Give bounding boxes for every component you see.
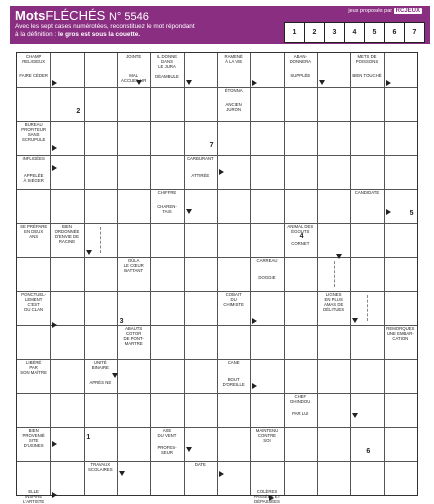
clue-cell: MAINTENU CONTRE SOI [255,428,279,443]
arrow-down-icon [336,254,342,259]
clue-cell: SE PRÉPARE EN DEUX ANS [20,224,48,239]
numbered-cell[interactable]: 1 [86,434,91,441]
clue-cell: DATE [194,462,206,467]
numbered-cell[interactable]: 6 [366,447,371,455]
arrow-right-icon [219,471,224,477]
clue-cell: BOUT D'OREILLE [222,377,245,387]
arrow-down-icon [352,318,358,323]
clue-cell: CARREAU [256,258,278,263]
clue-cell: ATTIRÉE [191,173,210,178]
arrow-right-icon [52,492,57,498]
clue-cell: METS DE POISSONS [355,54,379,64]
grid-line [50,53,51,495]
dashed-separator [367,295,368,321]
clue-cell: BIEN TOUCHÉ [352,72,382,78]
grid-line [117,53,118,495]
clue-cell: SUPPLÉE [290,72,311,78]
grid-line [217,53,218,495]
dashed-separator [100,227,101,253]
clue-cell: DOGGIE [258,275,276,280]
answer-slots [285,22,425,43]
clue-cell: BUREAU PROFITEUR SANS SCRUPULE [21,122,47,142]
grid-line [17,461,417,462]
arrow-right-icon [52,165,57,171]
clue-cell: UNITÉ BINAIRE [91,360,109,370]
arrow-down-icon [119,471,125,476]
grid-line [384,53,385,495]
arrow-right-icon [52,441,57,447]
brand [348,8,422,14]
clue-cell: CHEF DHINDOU [290,394,311,404]
clue-cell: BIEN ORDONNÉE D'ENVIE DE RACINE [54,224,80,244]
clue-cell: ANIMAL DES ÉGOUTS [287,224,314,234]
answer-slot[interactable]: 2 [304,22,325,43]
numbered-cell[interactable]: 2 [76,107,81,115]
arrow-down-icon [186,80,192,85]
grid-line [17,155,417,156]
instructions-line-2: à la définition : [15,30,57,38]
answer-slot[interactable]: 4 [344,22,365,43]
numbered-cell[interactable]: 7 [209,141,214,149]
answer-slot[interactable]: 7 [404,22,425,43]
grid-line [284,53,285,495]
grid-line [317,53,318,495]
clue-cell: COLÈRES PASSÉES ET DÉPASSÉES [253,489,281,504]
clue-cell: CANE [227,360,240,365]
arrow-right-icon [269,495,274,501]
clue-cell: ÉTONNA [224,88,243,93]
arrow-right-icon [386,209,391,215]
clue-cell: CARBURANT [186,156,214,161]
title-fleches: FLÉCHÉS [45,8,106,23]
grid-line [17,393,417,394]
arrow-down-icon [86,250,92,255]
clue-cell: LIGNES EN PLUS AMAS DE DÉLITUES [323,292,345,312]
clue-cell: ABAN- DONNERA [289,54,312,64]
arrow-right-icon [252,80,257,86]
answer-slot[interactable]: 1 [284,22,305,43]
issue-number: N° 5546 [108,11,149,23]
clue-cell: DÉAMBULE [155,74,179,80]
clue-cell: PONCTUEL- LEMENT C'EST DU CLAN [21,292,47,312]
title-mots: Mots [15,8,46,23]
instructions-line-1: Avec les sept cases numérotées, reconstituez le mot répondant [15,23,195,30]
clue-cell: CHIFFRE [157,190,177,195]
clue-cell: LIBÉRÉ PAR SON MAÎTRE [20,360,48,375]
clue-cell: APPELÉE À SIÉGER [23,173,44,183]
arrow-down-icon [319,80,325,85]
clue-cell: REMORQUES UNE EMBAR- CATION [386,326,415,341]
clue-cell: APRÈS NE [89,380,112,386]
dashed-separator [334,261,335,287]
arrow-down-icon [352,413,358,418]
numbered-cell[interactable]: 3 [119,318,124,326]
clue-cell: CHAREN- TAIS [157,203,177,214]
clue-cell: JOINTE [126,54,142,59]
clue-cell: CANDIDATE [354,190,380,195]
clue-cell: PROFES- SEUR [157,445,177,455]
arrow-right-icon [252,383,257,389]
clue-cell: AXE DU VENT [157,428,177,438]
brand-text: jeux proposés par [348,8,393,14]
arrow-right-icon [252,318,257,324]
grid-line [17,121,417,122]
numbered-cell[interactable]: 4 [299,233,304,241]
definition: le gros est sous la couette. [58,30,141,38]
grid-line [84,53,85,495]
clue-cell: COBAIT DU CHIMISTE [223,292,244,307]
arrow-down-icon [186,209,192,214]
numbered-cell[interactable]: 5 [409,209,414,217]
clue-cell: FAIRE CÉDER [19,72,48,78]
clue-cell: ELLE INSPIRE L'ARTISTE [23,489,45,504]
clue-cell: MAL ACCUEILLIR [121,72,147,83]
clue-cell: CORNET [291,241,310,246]
grid-line [350,53,351,495]
grid-line [184,53,185,495]
brand-logo: RCJEUX [395,8,420,14]
clue-cell: IL DONNE DANS LE JURA [156,54,178,69]
arrow-right-icon [219,169,224,175]
clue-cell: TRAVAUX SCOLAIRES [88,462,113,472]
arrow-down-icon [112,373,118,378]
clue-cell: ANCIEN JURON [225,101,242,112]
clue-cell: CHAMP RELIGIEUX [22,54,46,64]
grid-line [17,427,417,428]
clue-cell: BIEN PROVENIÉ SITE D'USINES [22,428,45,448]
clue-cell: OÙLA LE CŒUR BATTANT [123,258,144,273]
clue-cell: ABAUTS COTOR DE PONT- MARTRE [123,326,144,346]
clue-cell: RAMENÉ À LA VIE [224,54,243,64]
arrow-right-icon [386,80,391,86]
arrow-down-icon [186,447,192,452]
grid-line [17,257,417,258]
puzzle-title [15,8,149,23]
clue-cell: INFLIGÉES [22,156,45,161]
arrow-right-icon [52,322,57,328]
answer-slot[interactable]: 5 [364,22,385,43]
answer-slot[interactable]: 6 [384,22,405,43]
grid-line [17,325,417,326]
arrow-right-icon [52,145,57,151]
answer-slot[interactable]: 3 [324,22,345,43]
arrow-right-icon [52,80,57,86]
crossword-grid[interactable] [16,52,418,504]
arrow-down-icon [136,80,142,85]
instructions [15,23,305,38]
clue-cell: PAR LUI [292,411,309,416]
